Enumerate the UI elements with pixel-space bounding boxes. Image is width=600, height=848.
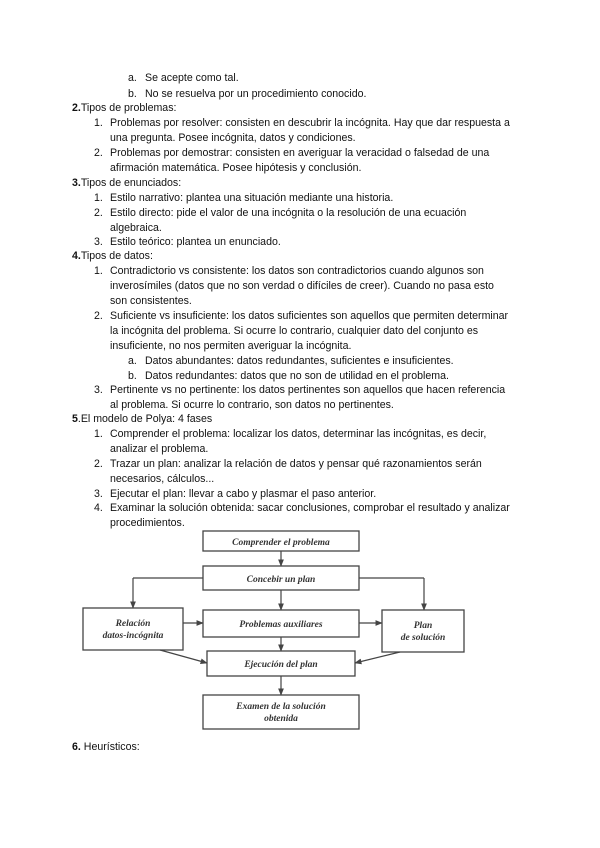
section-heading-5: 5.El modelo de Polya: 4 fases — [72, 413, 213, 425]
box-label: Relación — [115, 619, 151, 629]
list-item-line: afirmación matemática. Posee hipótesis y conclusión. — [110, 162, 362, 174]
list-item-line: Contradictorio vs consistente: los datos son contradictorios cuando algunos son — [110, 265, 484, 277]
list-item-line: son consistentes. — [110, 295, 192, 307]
list-item-line: Estilo teórico: plantea un enunciado. — [110, 236, 281, 248]
list-item-text: Datos abundantes: datos redundantes, suficientes e insuficientes. — [145, 355, 454, 367]
arrow — [355, 652, 400, 663]
box-label: Plan — [413, 621, 433, 631]
box-label: Comprender el problema — [232, 538, 330, 548]
box-relacion — [83, 608, 183, 650]
list-item-text: Datos redundantes: datos que no son de utilidad en el problema. — [145, 370, 449, 382]
list-item-line: Problemas por resolver: consisten en descubrir la incógnita. Hay que dar respuesta a — [110, 117, 510, 129]
list-item-line: Problemas por demostrar: consisten en averiguar la veracidad o falsedad de una — [110, 147, 490, 159]
box-label: obtenida — [264, 714, 298, 724]
list-item-line: Estilo narrativo: plantea una situación mediante una historia. — [110, 192, 394, 204]
section-heading-3: 3.Tipos de enunciados: — [72, 177, 182, 189]
list-item-line: necesarios, cálculos... — [110, 473, 215, 485]
list-item-line: una pregunta. Posee incógnita, datos y condiciones. — [110, 132, 356, 144]
list-marker: 4. — [94, 502, 103, 514]
list-marker: 1. — [94, 117, 103, 129]
list-item-line: Examinar la solución obtenida: sacar conclusiones, comprobar el resultado y analizar — [110, 502, 510, 514]
list-marker: 2. — [94, 147, 103, 159]
list-marker: 3. — [94, 488, 103, 500]
list-item-line: insuficiente, no nos permiten averiguar la incógnita. — [110, 340, 352, 352]
list-marker: 2. — [94, 458, 103, 470]
list-marker: 2. — [94, 310, 103, 322]
list-item-text: Se acepte como tal. — [145, 72, 239, 84]
list-item-line: analizar el problema. — [110, 443, 209, 455]
list-marker: b. — [128, 370, 137, 382]
list-item-line: algebraica. — [110, 222, 162, 234]
list-item-line: la incógnita del problema. Si ocurre lo contrario, cualquier dato del conjunto es — [110, 325, 479, 337]
box-label: Ejecución del plan — [244, 660, 318, 670]
box-plan-solucion — [382, 610, 464, 652]
list-item-line: al problema. Si ocurre lo contrario, son datos no pertinentes. — [110, 399, 394, 411]
list-item-line: Suficiente vs insuficiente: los datos suficientes son aquellos que permiten determinar — [110, 310, 509, 322]
list-marker: 3. — [94, 236, 103, 248]
list-marker: 2. — [94, 207, 103, 219]
section-heading-6: 6. Heurísticos: — [72, 741, 140, 753]
arrow — [160, 650, 207, 663]
list-marker: 1. — [94, 265, 103, 277]
list-item-line: Ejecutar el plan: llevar a cabo y plasmar el paso anterior. — [110, 488, 377, 500]
list-item-line: Comprender el problema: localizar los datos, determinar las incógnitas, es decir, — [110, 428, 487, 440]
list-item-line: Trazar un plan: analizar la relación de datos y pensar qué razonamientos serán — [110, 458, 482, 470]
list-item-line: procedimientos. — [110, 517, 185, 529]
box-label: de solución — [400, 633, 446, 643]
box-label: Problemas auxiliares — [239, 620, 323, 630]
section-heading-4: 4.Tipos de datos: — [72, 250, 153, 262]
box-label: datos-incógnita — [102, 631, 164, 641]
list-marker: b. — [128, 88, 137, 100]
list-marker: a. — [128, 72, 137, 84]
list-item-line: inverosímiles (datos que no son verdad o difíciles de creer). Cuando no pasa esto — [110, 280, 494, 292]
list-marker: a. — [128, 355, 137, 367]
list-item-text: No se resuelva por un procedimiento conocido. — [145, 88, 367, 100]
box-label: Examen de la solución — [236, 702, 326, 712]
list-marker: 3. — [94, 384, 103, 396]
box-label: Concebir un plan — [246, 575, 316, 585]
list-item-line: Pertinente vs no pertinente: los datos pertinentes son aquellos que hacen referencia — [110, 384, 506, 396]
list-item-line: Estilo directo: pide el valor de una incógnita o la resolución de una ecuación — [110, 207, 467, 219]
list-marker: 1. — [94, 192, 103, 204]
section-heading-2: 2.Tipos de problemas: — [72, 102, 177, 114]
list-marker: 1. — [94, 428, 103, 440]
